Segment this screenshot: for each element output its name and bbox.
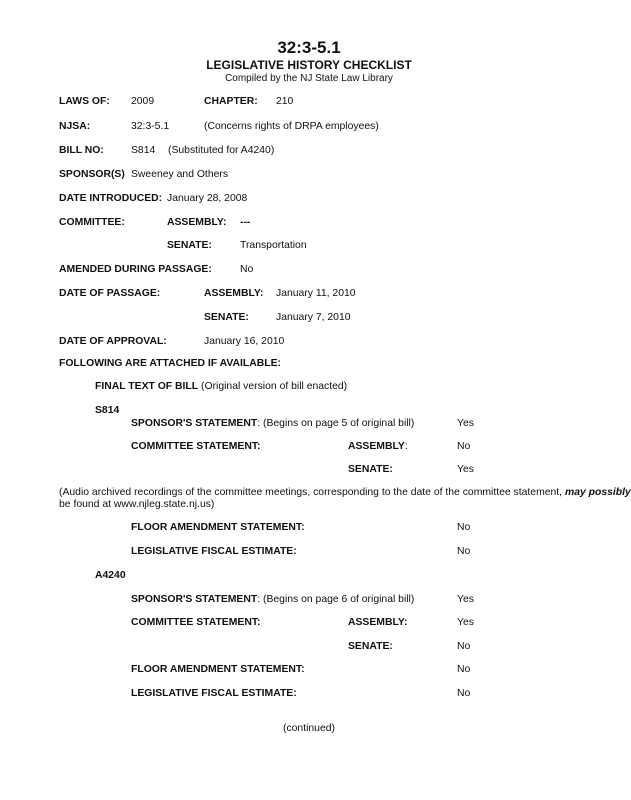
- s814-assembly-colon: :: [404, 441, 408, 452]
- laws-of-value: 2009: [131, 96, 155, 107]
- date-approval-value: January 16, 2010: [204, 336, 285, 347]
- final-text-line: [95, 381, 347, 393]
- s814-senate-value: Yes: [457, 464, 474, 475]
- date-introduced-label: DATE INTRODUCED:: [59, 193, 163, 204]
- chapter-value: 210: [276, 96, 294, 107]
- amended-label: AMENDED DURING PASSAGE:: [59, 264, 212, 275]
- audio-note-emphasis: may possibly: [564, 487, 631, 498]
- passage-senate-label: SENATE:: [204, 312, 249, 323]
- date-introduced-value: January 28, 2008: [167, 193, 248, 204]
- njsa-value: 32:3-5.1: [131, 121, 170, 132]
- s814-bill-label: S814: [95, 405, 120, 416]
- s814-fiscal-value: No: [457, 546, 471, 557]
- sponsors-label: SPONSOR(S): [59, 169, 125, 180]
- final-text-note: (Original version of bill enacted): [201, 381, 348, 392]
- bill-no-note: (Substituted for A4240): [168, 145, 275, 156]
- a4240-floor-value: No: [457, 664, 471, 675]
- s814-sponsor-statement-note: : (Begins on page 5 of original bill): [257, 418, 415, 429]
- a4240-sponsor-statement-label: SPONSOR'S STATEMENT: [131, 594, 258, 605]
- s814-senate-label: SENATE:: [348, 464, 393, 475]
- passage-assembly-value: January 11, 2010: [276, 288, 356, 299]
- audio-note-line-1: [59, 487, 631, 499]
- a4240-sponsor-statement-note: : (Begins on page 6 of original bill): [257, 594, 415, 605]
- final-text-label: FINAL TEXT OF BILL: [95, 381, 199, 392]
- committee-assembly-value: ---: [240, 217, 251, 228]
- s814-assembly: [348, 441, 408, 453]
- compiled-by: Compiled by the NJ State Law Library: [225, 73, 393, 84]
- amended-value: No: [240, 264, 254, 275]
- audio-note-line-2: be found at www.njleg.state.nj.us): [59, 499, 215, 510]
- bill-no-value: S814: [131, 145, 156, 156]
- sponsors-value: Sweeney and Others: [131, 169, 229, 180]
- committee-senate-value: Transportation: [240, 240, 307, 251]
- chapter-label: CHAPTER:: [204, 96, 258, 107]
- s814-sponsor-statement: [131, 418, 414, 430]
- s814-sponsor-statement-label: SPONSOR'S STATEMENT: [131, 418, 258, 429]
- njsa-label: NJSA:: [59, 121, 91, 132]
- a4240-assembly-value: Yes: [457, 617, 474, 628]
- njsa-note: (Concerns rights of DRPA employees): [204, 121, 379, 132]
- s814-fiscal-label: LEGISLATIVE FISCAL ESTIMATE:: [131, 546, 297, 557]
- attached-heading: FOLLOWING ARE ATTACHED IF AVAILABLE:: [59, 358, 282, 369]
- date-approval-label: DATE OF APPROVAL:: [59, 336, 167, 347]
- passage-senate-value: January 7, 2010: [276, 312, 351, 323]
- s814-floor-value: No: [457, 522, 471, 533]
- a4240-floor-label: FLOOR AMENDMENT STATEMENT:: [131, 664, 305, 675]
- bill-no-label: BILL NO:: [59, 145, 104, 156]
- a4240-senate-value: No: [457, 641, 471, 652]
- s814-assembly-value: No: [457, 441, 471, 452]
- a4240-assembly-label: ASSEMBLY:: [348, 617, 408, 628]
- a4240-fiscal-label: LEGISLATIVE FISCAL ESTIMATE:: [131, 688, 297, 699]
- s814-assembly-label: ASSEMBLY: [348, 441, 405, 452]
- page-subtitle: LEGISLATIVE HISTORY CHECKLIST: [206, 58, 412, 72]
- a4240-fiscal-value: No: [457, 688, 471, 699]
- a4240-sponsor-statement: [131, 594, 414, 606]
- date-passage-label: DATE OF PASSAGE:: [59, 288, 161, 299]
- continued-note: (continued): [283, 723, 335, 734]
- a4240-committee-statement-label: COMMITTEE STATEMENT:: [131, 617, 261, 628]
- a4240-senate-label: SENATE:: [348, 641, 393, 652]
- s814-floor-label: FLOOR AMENDMENT STATEMENT:: [131, 522, 305, 533]
- page-title: 32:3-5.1: [277, 38, 341, 57]
- s814-committee-statement-label: COMMITTEE STATEMENT:: [131, 441, 261, 452]
- committee-label: COMMITTEE:: [59, 217, 125, 228]
- committee-assembly-label: ASSEMBLY:: [167, 217, 227, 228]
- committee-senate-label: SENATE:: [167, 240, 212, 251]
- a4240-bill-label: A4240: [95, 570, 126, 581]
- a4240-sponsor-statement-value: Yes: [457, 594, 474, 605]
- passage-assembly-label: ASSEMBLY:: [204, 288, 264, 299]
- laws-of-label: LAWS OF:: [59, 96, 110, 107]
- s814-sponsor-statement-value: Yes: [457, 418, 474, 429]
- audio-note-text: (Audio archived recordings of the committee meetings, corresponding to the date of the committee statement,: [59, 487, 565, 498]
